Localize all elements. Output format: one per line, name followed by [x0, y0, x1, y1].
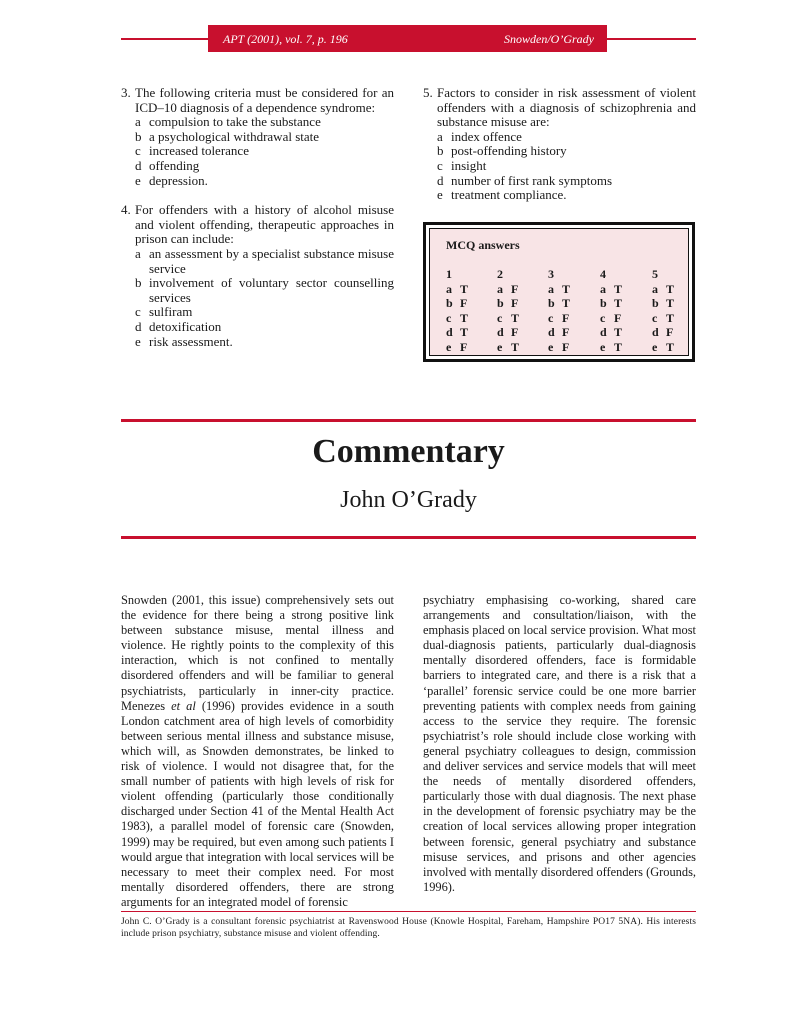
author-name: John O’Grady [340, 487, 477, 513]
mcq-answer-column: 2 a F b F c T d F e T [497, 267, 520, 354]
commentary-column-right: psychiatry emphasising co-working, shared care arrangements and consultation/liaison, with the emphasis placed on local service provision. What most dual-diagnosis patients, particularly dual-diagnosis mentally disordered offenders, face is formidable barriers to integrated care, and there is a risk that a ‘parallel’ forensic service could be one more barrier preventing patients with complex needs from gaining access to the service they require. The forensic psychiatrist’s role should include close working with general psychiatry colleagues to design, commission and deliver services and service models that will meet the needs of mentally disordered offenders, particularly those with dual diagnosis. The next phase in the development of forensic psychiatry may be the creation of local services allowing proper integration between forensic, general psychiatry and substance misuse services, and prisons and other agencies involved with mentally disordered offenders (Grounds, 1996). [423, 593, 696, 894]
option: c sulfiram [135, 304, 193, 320]
question-number: 5. [423, 85, 433, 100]
option: a index offence [437, 128, 522, 144]
option: c increased tolerance [135, 143, 249, 159]
section-rule-bottom [121, 536, 696, 539]
mcq-answer-column: 1 a T b F c T d T e F [446, 267, 469, 354]
option: d detoxification [135, 318, 222, 334]
header-rule-right [604, 38, 696, 40]
mcq-answers-title: MCQ answers [446, 238, 520, 252]
running-authors: Snowden/O’Grady [504, 32, 594, 46]
mcq-answer-column: 3 a T b T c F d F e F [548, 267, 571, 354]
mcq-answers-box [423, 222, 695, 362]
section-title: Commentary [312, 433, 505, 470]
option: c insight [437, 157, 487, 173]
option: b involvement of voluntary sector counselling services [135, 275, 394, 305]
mcq-answer-column: 4 a T b T c F d T e T [600, 267, 623, 354]
running-header [208, 25, 607, 52]
question-number: 4. [121, 202, 131, 218]
footnote-rule [121, 911, 696, 912]
option: e depression. [135, 172, 208, 188]
question-5 [423, 86, 696, 203]
question-stem: Factors to consider in risk assessment of violent offenders with a diagnosis of schizophrenia and substance misuse are: [437, 85, 696, 130]
option: e treatment compliance. [437, 187, 567, 203]
header-rule-left [121, 38, 211, 40]
commentary-column-left: Snowden (2001, this issue) comprehensively sets out the evidence for there being a strong positive link between substance misuse, mental illness and violence. He rightly points to the complexity of this interaction, which is not confined to mentally disordered offenders and will be familiar to general psychiatrists, particularly in inner-city practice. Menezes et al (1996) provides evidence in a south London catchment area of high levels of comorbidity between serious mental illness and substance misuse, which will, as Snowden demonstrates, be linked to risk of violence. I would not disagree that, for the small number of patients with high levels of risk for violent offending (particularly those conditionally discharged under Section 41 of the Mental Health Act 1983), a parallel model of forensic care (Snowden, 1999) may be required, but even among such patients I would argue that integration with local services will be necessary to meet their complex need. For most mentally disordered offenders, there are strong arguments for an integrated model of forensic [121, 593, 394, 909]
author-footnote: John C. O’Grady is a consultant forensic psychiatrist at Ravenswood House (Knowle Hospital, Fareham, Hampshire PO17 5NA). His interests include prison psychiatry, substance misuse and violent offending. [121, 917, 696, 939]
questions-left-column [121, 86, 394, 349]
question-3 [121, 86, 394, 188]
question-4 [121, 203, 394, 349]
question-stem: For offenders with a history of alcohol misuse and violent offending, therapeutic approaches in prison can include: [135, 202, 394, 247]
option: a compulsion to take the substance [135, 114, 321, 130]
question-number: 3. [121, 85, 131, 100]
option: d number of first rank symptoms [437, 172, 613, 188]
option: a an assessment by a specialist substance misuse service [135, 245, 394, 276]
journal-citation: APT (2001), vol. 7, p. 196 [223, 32, 348, 46]
option: b a psychological withdrawal state [135, 128, 320, 144]
mcq-answer-column: 5 a T b T c T d F e T [652, 267, 675, 354]
question-stem: The following criteria must be considered for an ICD–10 diagnosis of a dependence syndrome: [135, 85, 394, 115]
option: e risk assessment. [135, 333, 233, 349]
section-rule-top [121, 419, 696, 422]
option: b post-offending history [437, 143, 567, 159]
option: d offending [135, 157, 200, 173]
